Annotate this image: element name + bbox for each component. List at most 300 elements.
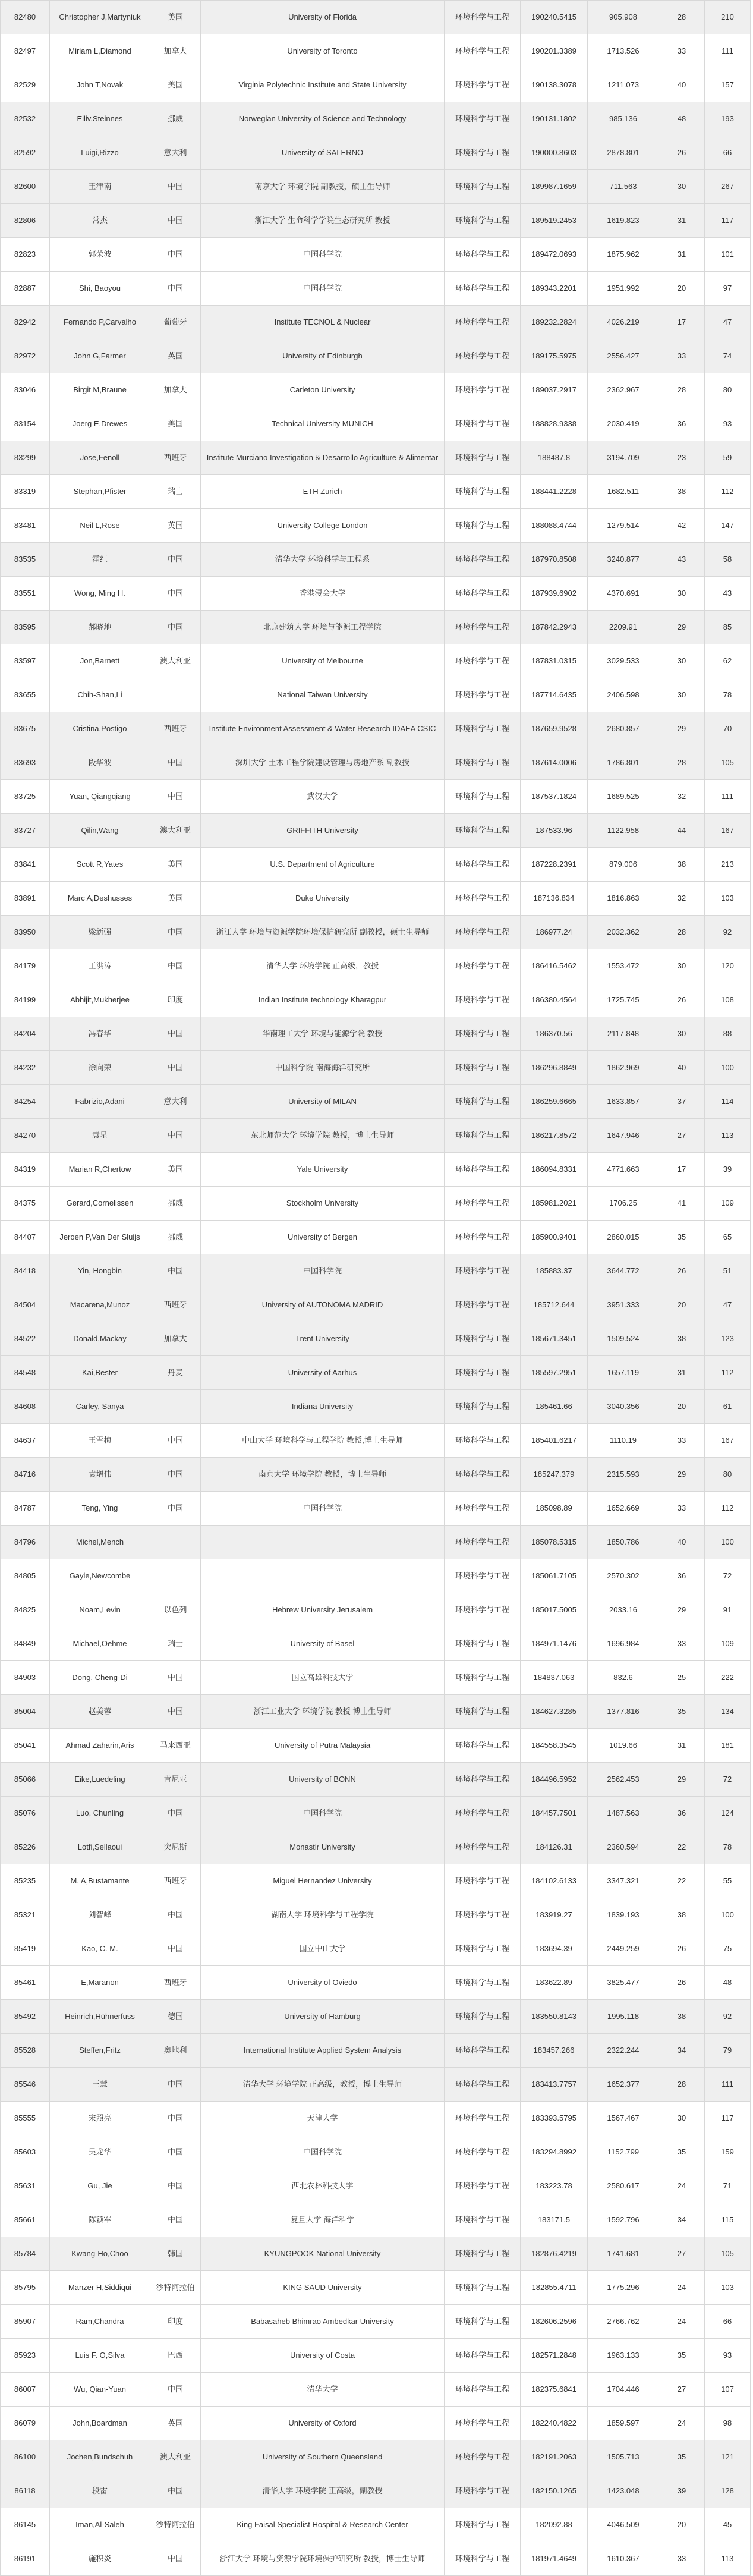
scholar-name-cell: 袁增伟	[50, 1458, 150, 1492]
table-row	[1, 238, 751, 272]
country-cell: 意大利	[150, 1085, 201, 1119]
country-cell: 中国	[150, 746, 201, 780]
country-cell: 印度	[150, 983, 201, 1017]
scholar-id-cell: 85419	[1, 1932, 50, 1966]
institution-cell: 香港浸会大学	[201, 577, 445, 611]
total-score-cell: 189037.2917	[521, 373, 588, 407]
country-cell: 意大利	[150, 136, 201, 170]
total-score-cell: 185098.89	[521, 1492, 588, 1526]
paper-count-cell: 193	[705, 102, 751, 136]
paper-count-cell: 92	[705, 916, 751, 949]
secondary-score-cell: 1682.511	[588, 475, 659, 509]
scholar-id-cell: 84522	[1, 1322, 50, 1356]
secondary-score-cell: 2360.594	[588, 1830, 659, 1864]
table-row	[1, 2542, 751, 2576]
secondary-score-cell: 2556.427	[588, 339, 659, 373]
scholar-id-cell: 83551	[1, 577, 50, 611]
scholar-id-cell: 83535	[1, 543, 50, 577]
scholar-name-cell: Abhijit,Mukherjee	[50, 983, 150, 1017]
secondary-score-cell: 1509.524	[588, 1322, 659, 1356]
institution-cell: 中国科学院	[201, 272, 445, 306]
scholar-name-cell: Macarena,Munoz	[50, 1288, 150, 1322]
scholar-id-cell: 84608	[1, 1390, 50, 1424]
secondary-score-cell: 4026.219	[588, 306, 659, 339]
secondary-score-cell: 1657.119	[588, 1356, 659, 1390]
scholar-name-cell: Donald,Mackay	[50, 1322, 150, 1356]
secondary-score-cell: 711.563	[588, 170, 659, 204]
field-tag-cell: 环境科学与工程	[445, 1661, 521, 1695]
field-tag-cell: 环境科学与工程	[445, 2508, 521, 2542]
institution-cell: Institute TECNOL & Nuclear	[201, 306, 445, 339]
field-tag-cell: 环境科学与工程	[445, 1424, 521, 1458]
paper-count-cell: 117	[705, 2102, 751, 2135]
field-tag-cell: 环境科学与工程	[445, 1153, 521, 1187]
country-cell: 中国	[150, 1458, 201, 1492]
scholar-id-cell: 85661	[1, 2203, 50, 2237]
h-index-cell: 38	[659, 2000, 705, 2034]
table-row	[1, 1526, 751, 1559]
field-tag-cell: 环境科学与工程	[445, 1932, 521, 1966]
table-row	[1, 1153, 751, 1187]
country-cell: 中国	[150, 1898, 201, 1932]
institution-cell: University of Putra Malaysia	[201, 1729, 445, 1763]
scholar-id-cell: 82592	[1, 136, 50, 170]
scholar-id-cell: 82480	[1, 1, 50, 34]
scholar-id-cell: 86100	[1, 2440, 50, 2474]
scholar-name-cell: Shi, Baoyou	[50, 272, 150, 306]
country-cell: 中国	[150, 1119, 201, 1153]
paper-count-cell: 117	[705, 204, 751, 238]
field-tag-cell: 环境科学与工程	[445, 814, 521, 848]
country-cell: 加拿大	[150, 1322, 201, 1356]
paper-count-cell: 108	[705, 983, 751, 1017]
total-score-cell: 190240.5415	[521, 1, 588, 34]
institution-cell: 北京建筑大学 环境与能源工程学院	[201, 611, 445, 644]
country-cell: 英国	[150, 509, 201, 543]
scholar-name-cell: 王慧	[50, 2068, 150, 2102]
secondary-score-cell: 1850.786	[588, 1526, 659, 1559]
paper-count-cell: 113	[705, 2542, 751, 2576]
h-index-cell: 33	[659, 1492, 705, 1526]
paper-count-cell: 112	[705, 1492, 751, 1526]
h-index-cell: 38	[659, 1898, 705, 1932]
institution-cell: 国立中山大学	[201, 1932, 445, 1966]
table-row	[1, 848, 751, 882]
field-tag-cell: 环境科学与工程	[445, 1390, 521, 1424]
country-cell: 美国	[150, 882, 201, 916]
scholar-id-cell: 82942	[1, 306, 50, 339]
h-index-cell: 28	[659, 2068, 705, 2102]
field-tag-cell: 环境科学与工程	[445, 407, 521, 441]
field-tag-cell: 环境科学与工程	[445, 2237, 521, 2271]
scholar-name-cell: 宋照亮	[50, 2102, 150, 2135]
secondary-score-cell: 2562.453	[588, 1763, 659, 1797]
total-score-cell: 182606.2596	[521, 2305, 588, 2339]
institution-cell: King Faisal Specialist Hospital & Research Center	[201, 2508, 445, 2542]
scholar-id-cell: 83655	[1, 678, 50, 712]
total-score-cell: 185671.3451	[521, 1322, 588, 1356]
scholar-name-cell: Kwang-Ho,Choo	[50, 2237, 150, 2271]
scholar-name-cell: M. A,Bustamante	[50, 1864, 150, 1898]
field-tag-cell: 环境科学与工程	[445, 272, 521, 306]
scholar-id-cell: 84903	[1, 1661, 50, 1695]
scholar-name-cell: Heinrich,Hühnerfuss	[50, 2000, 150, 2034]
scholar-name-cell: Gu, Jie	[50, 2169, 150, 2203]
total-score-cell: 185883.37	[521, 1254, 588, 1288]
total-score-cell: 189232.2824	[521, 306, 588, 339]
total-score-cell: 189519.2453	[521, 204, 588, 238]
h-index-cell: 41	[659, 1187, 705, 1221]
table-row	[1, 1085, 751, 1119]
table-row	[1, 2407, 751, 2440]
paper-count-cell: 70	[705, 712, 751, 746]
total-score-cell: 187537.1824	[521, 780, 588, 814]
country-cell: 中国	[150, 272, 201, 306]
country-cell: 英国	[150, 339, 201, 373]
h-index-cell: 30	[659, 1017, 705, 1051]
total-score-cell: 183413.7757	[521, 2068, 588, 2102]
scholar-id-cell: 85321	[1, 1898, 50, 1932]
institution-cell: University College London	[201, 509, 445, 543]
table-row	[1, 780, 751, 814]
institution-cell: Trent University	[201, 1322, 445, 1356]
h-index-cell: 29	[659, 1458, 705, 1492]
field-tag-cell: 环境科学与工程	[445, 373, 521, 407]
scholar-id-cell: 84716	[1, 1458, 50, 1492]
paper-count-cell: 58	[705, 543, 751, 577]
total-score-cell: 184457.7501	[521, 1797, 588, 1830]
h-index-cell: 27	[659, 2237, 705, 2271]
secondary-score-cell: 1592.796	[588, 2203, 659, 2237]
table-row	[1, 272, 751, 306]
paper-count-cell: 43	[705, 577, 751, 611]
total-score-cell: 188487.8	[521, 441, 588, 475]
paper-count-cell: 66	[705, 136, 751, 170]
scholar-id-cell: 84849	[1, 1627, 50, 1661]
h-index-cell: 39	[659, 2474, 705, 2508]
field-tag-cell: 环境科学与工程	[445, 204, 521, 238]
paper-count-cell: 112	[705, 475, 751, 509]
field-tag-cell: 环境科学与工程	[445, 1966, 521, 2000]
h-index-cell: 26	[659, 136, 705, 170]
h-index-cell: 29	[659, 712, 705, 746]
paper-count-cell: 72	[705, 1763, 751, 1797]
table-row	[1, 543, 751, 577]
scholar-id-cell: 84504	[1, 1288, 50, 1322]
secondary-score-cell: 1619.823	[588, 204, 659, 238]
scholar-id-cell: 83725	[1, 780, 50, 814]
secondary-score-cell: 1505.713	[588, 2440, 659, 2474]
total-score-cell: 184627.3285	[521, 1695, 588, 1729]
field-tag-cell: 环境科学与工程	[445, 1221, 521, 1254]
total-score-cell: 184558.3545	[521, 1729, 588, 1763]
table-row	[1, 2068, 751, 2102]
institution-cell: Norwegian University of Science and Technology	[201, 102, 445, 136]
field-tag-cell: 环境科学与工程	[445, 1356, 521, 1390]
scholar-name-cell: Gerard,Cornelissen	[50, 1187, 150, 1221]
institution-cell: 中国科学院	[201, 1254, 445, 1288]
field-tag-cell: 环境科学与工程	[445, 1526, 521, 1559]
paper-count-cell: 39	[705, 1153, 751, 1187]
h-index-cell: 38	[659, 848, 705, 882]
scholar-id-cell: 85041	[1, 1729, 50, 1763]
total-score-cell: 183171.5	[521, 2203, 588, 2237]
secondary-score-cell: 832.6	[588, 1661, 659, 1695]
h-index-cell: 26	[659, 983, 705, 1017]
scholar-id-cell: 86191	[1, 2542, 50, 2576]
country-cell: 澳大利亚	[150, 814, 201, 848]
country-cell: 中国	[150, 577, 201, 611]
secondary-score-cell: 1647.946	[588, 1119, 659, 1153]
table-row	[1, 2203, 751, 2237]
field-tag-cell: 环境科学与工程	[445, 2271, 521, 2305]
scholar-id-cell: 84254	[1, 1085, 50, 1119]
secondary-score-cell: 3644.772	[588, 1254, 659, 1288]
secondary-score-cell: 1995.118	[588, 2000, 659, 2034]
scholar-id-cell: 83727	[1, 814, 50, 848]
country-cell: 英国	[150, 2407, 201, 2440]
paper-count-cell: 167	[705, 1424, 751, 1458]
paper-count-cell: 47	[705, 1288, 751, 1322]
h-index-cell: 35	[659, 2339, 705, 2373]
scholar-name-cell: Wu, Qian-Yuan	[50, 2373, 150, 2407]
scholar-name-cell: Luo, Chunling	[50, 1797, 150, 1830]
institution-cell: 中国科学院	[201, 2135, 445, 2169]
secondary-score-cell: 1487.563	[588, 1797, 659, 1830]
institution-cell: 复旦大学 海洋科学	[201, 2203, 445, 2237]
total-score-cell: 182240.4822	[521, 2407, 588, 2440]
total-score-cell: 183919.27	[521, 1898, 588, 1932]
total-score-cell: 183393.5795	[521, 2102, 588, 2135]
institution-cell: University of Florida	[201, 1, 445, 34]
table-row	[1, 1356, 751, 1390]
scholar-id-cell: 84787	[1, 1492, 50, 1526]
country-cell: 丹麦	[150, 1356, 201, 1390]
country-cell: 韩国	[150, 2237, 201, 2271]
table-row	[1, 1051, 751, 1085]
paper-count-cell: 111	[705, 2068, 751, 2102]
scholar-id-cell: 85546	[1, 2068, 50, 2102]
scholar-name-cell: Yin, Hongbin	[50, 1254, 150, 1288]
secondary-score-cell: 1553.472	[588, 949, 659, 983]
field-tag-cell: 环境科学与工程	[445, 1051, 521, 1085]
paper-count-cell: 71	[705, 2169, 751, 2203]
institution-cell: 南京大学 环境学院 副教授，硕士生导师	[201, 170, 445, 204]
field-tag-cell: 环境科学与工程	[445, 306, 521, 339]
field-tag-cell: 环境科学与工程	[445, 2407, 521, 2440]
country-cell: 中国	[150, 170, 201, 204]
h-index-cell: 34	[659, 2034, 705, 2068]
secondary-score-cell: 2860.015	[588, 1221, 659, 1254]
h-index-cell: 29	[659, 611, 705, 644]
scholar-id-cell: 84232	[1, 1051, 50, 1085]
field-tag-cell: 环境科学与工程	[445, 1627, 521, 1661]
country-cell: 肯尼亚	[150, 1763, 201, 1797]
institution-cell: 东北师范大学 环境学院 教授，博士生导师	[201, 1119, 445, 1153]
scholar-id-cell: 85004	[1, 1695, 50, 1729]
h-index-cell: 30	[659, 577, 705, 611]
table-row	[1, 1763, 751, 1797]
field-tag-cell: 环境科学与工程	[445, 1763, 521, 1797]
scholar-name-cell: Marc A,Deshusses	[50, 882, 150, 916]
h-index-cell: 36	[659, 407, 705, 441]
institution-cell: University of SALERNO	[201, 136, 445, 170]
h-index-cell: 28	[659, 1, 705, 34]
country-cell: 中国	[150, 238, 201, 272]
table-row	[1, 1288, 751, 1322]
country-cell: 中国	[150, 2135, 201, 2169]
table-row	[1, 2034, 751, 2068]
country-cell: 美国	[150, 1153, 201, 1187]
scholar-id-cell: 85528	[1, 2034, 50, 2068]
paper-count-cell: 120	[705, 949, 751, 983]
scholar-id-cell: 85631	[1, 2169, 50, 2203]
field-tag-cell: 环境科学与工程	[445, 1559, 521, 1593]
total-score-cell: 182571.2848	[521, 2339, 588, 2373]
table-row	[1, 1119, 751, 1153]
institution-cell: Institute Murciano Investigation & Desarrollo Agriculture & Alimentar	[201, 441, 445, 475]
table-row	[1, 2000, 751, 2034]
scholar-name-cell: 袁星	[50, 1119, 150, 1153]
total-score-cell: 186380.4564	[521, 983, 588, 1017]
institution-cell: University of Toronto	[201, 34, 445, 68]
institution-cell: 清华大学	[201, 2373, 445, 2407]
institution-cell: 湖南大学 环境科学与工程学院	[201, 1898, 445, 1932]
h-index-cell: 33	[659, 1627, 705, 1661]
scholar-id-cell: 85492	[1, 2000, 50, 2034]
scholar-name-cell: 王津南	[50, 170, 150, 204]
paper-count-cell: 111	[705, 780, 751, 814]
secondary-score-cell: 3951.333	[588, 1288, 659, 1322]
scholar-id-cell: 83891	[1, 882, 50, 916]
total-score-cell: 187533.96	[521, 814, 588, 848]
paper-count-cell: 51	[705, 1254, 751, 1288]
scholar-name-cell: Kao, C. M.	[50, 1932, 150, 1966]
secondary-score-cell: 3347.321	[588, 1864, 659, 1898]
scholar-id-cell: 84418	[1, 1254, 50, 1288]
total-score-cell: 189987.1659	[521, 170, 588, 204]
h-index-cell: 31	[659, 1356, 705, 1390]
scholar-name-cell: Noam,Levin	[50, 1593, 150, 1627]
country-cell	[150, 1559, 201, 1593]
field-tag-cell: 环境科学与工程	[445, 1322, 521, 1356]
country-cell: 澳大利亚	[150, 644, 201, 678]
h-index-cell: 20	[659, 1390, 705, 1424]
scholar-id-cell: 85923	[1, 2339, 50, 2373]
h-index-cell: 36	[659, 1797, 705, 1830]
field-tag-cell: 环境科学与工程	[445, 746, 521, 780]
table-row	[1, 306, 751, 339]
table-row	[1, 644, 751, 678]
table-row	[1, 1221, 751, 1254]
scholar-id-cell: 82600	[1, 170, 50, 204]
paper-count-cell: 80	[705, 373, 751, 407]
scholar-name-cell: Ram,Chandra	[50, 2305, 150, 2339]
scholar-name-cell: Neil L,Rose	[50, 509, 150, 543]
country-cell: 西班牙	[150, 441, 201, 475]
total-score-cell: 187659.9528	[521, 712, 588, 746]
country-cell: 巴西	[150, 2339, 201, 2373]
scholar-name-cell: 施积炎	[50, 2542, 150, 2576]
table-row	[1, 1492, 751, 1526]
field-tag-cell: 环境科学与工程	[445, 2102, 521, 2135]
h-index-cell: 28	[659, 916, 705, 949]
scholar-name-cell: Ahmad Zaharin,Aris	[50, 1729, 150, 1763]
total-score-cell: 184837.063	[521, 1661, 588, 1695]
field-tag-cell: 环境科学与工程	[445, 2305, 521, 2339]
table-row	[1, 1966, 751, 2000]
h-index-cell: 40	[659, 1051, 705, 1085]
table-row	[1, 2440, 751, 2474]
total-score-cell: 182191.2063	[521, 2440, 588, 2474]
country-cell: 马来西亚	[150, 1729, 201, 1763]
scholar-name-cell: Iman,Al-Saleh	[50, 2508, 150, 2542]
paper-count-cell: 103	[705, 882, 751, 916]
total-score-cell: 187614.0006	[521, 746, 588, 780]
h-index-cell: 22	[659, 1864, 705, 1898]
field-tag-cell: 环境科学与工程	[445, 1864, 521, 1898]
field-tag-cell: 环境科学与工程	[445, 339, 521, 373]
scholar-name-cell: Eiliv,Steinnes	[50, 102, 150, 136]
country-cell: 西班牙	[150, 712, 201, 746]
scholar-name-cell: Stephan,Pfister	[50, 475, 150, 509]
secondary-score-cell: 905.908	[588, 1, 659, 34]
institution-cell: 清华大学 环境学院 正高级，教授，博士生导师	[201, 2068, 445, 2102]
secondary-score-cell: 1786.801	[588, 746, 659, 780]
institution-cell	[201, 1559, 445, 1593]
country-cell: 美国	[150, 1, 201, 34]
country-cell: 美国	[150, 407, 201, 441]
paper-count-cell: 100	[705, 1051, 751, 1085]
h-index-cell: 37	[659, 1085, 705, 1119]
field-tag-cell: 环境科学与工程	[445, 2373, 521, 2407]
institution-cell: Carleton University	[201, 373, 445, 407]
institution-cell: Indian Institute technology Kharagpur	[201, 983, 445, 1017]
field-tag-cell: 环境科学与工程	[445, 916, 521, 949]
paper-count-cell: 85	[705, 611, 751, 644]
scholar-id-cell: 85076	[1, 1797, 50, 1830]
table-row	[1, 2508, 751, 2542]
scholar-id-cell: 82887	[1, 272, 50, 306]
paper-count-cell: 78	[705, 678, 751, 712]
country-cell: 中国	[150, 1424, 201, 1458]
table-row	[1, 949, 751, 983]
paper-count-cell: 62	[705, 644, 751, 678]
scholar-name-cell: 徐向荣	[50, 1051, 150, 1085]
total-score-cell: 185597.2951	[521, 1356, 588, 1390]
field-tag-cell: 环境科学与工程	[445, 2000, 521, 2034]
secondary-score-cell: 1110.19	[588, 1424, 659, 1458]
secondary-score-cell: 4046.509	[588, 2508, 659, 2542]
paper-count-cell: 112	[705, 1356, 751, 1390]
scholar-id-cell: 82529	[1, 68, 50, 102]
country-cell: 以色列	[150, 1593, 201, 1627]
paper-count-cell: 48	[705, 1966, 751, 2000]
paper-count-cell: 109	[705, 1627, 751, 1661]
institution-cell: 浙江工业大学 环境学院 教授 博士生导师	[201, 1695, 445, 1729]
scholar-id-cell: 84637	[1, 1424, 50, 1458]
table-row	[1, 2102, 751, 2135]
paper-count-cell: 159	[705, 2135, 751, 2169]
table-row	[1, 983, 751, 1017]
paper-count-cell: 100	[705, 1898, 751, 1932]
country-cell: 中国	[150, 1492, 201, 1526]
scholar-name-cell: Miriam L,Diamond	[50, 34, 150, 68]
secondary-score-cell: 3029.533	[588, 644, 659, 678]
secondary-score-cell: 2766.762	[588, 2305, 659, 2339]
country-cell: 中国	[150, 1254, 201, 1288]
country-cell: 中国	[150, 916, 201, 949]
